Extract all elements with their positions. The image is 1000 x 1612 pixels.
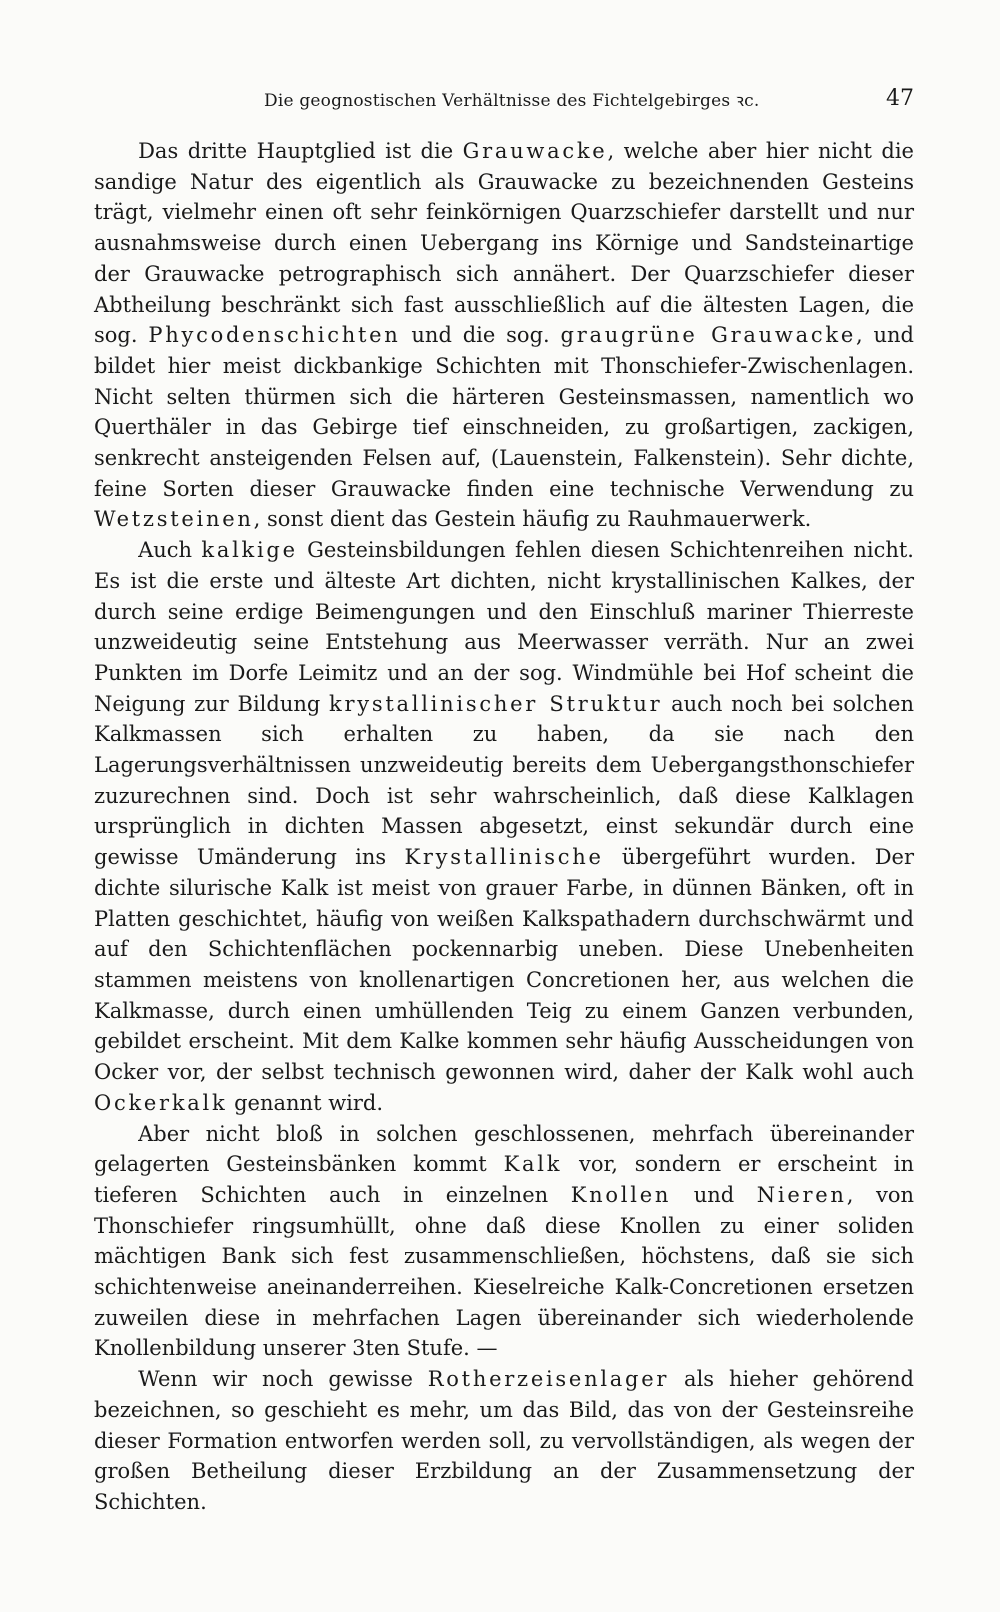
emphasis: Rotherzeisenlager <box>427 1367 670 1392</box>
paragraph-rotherz: Wenn wir noch gewisse Rotherzeisenlager als hieher gehörend bezeichnen, so geschieht es mehr, um das Bild, das von der Gesteinsreihe dieser Formation entworfen werden soll, zu vervollständigen, als wegen der großen Betheilung dieser Erzbildung an der Zusammensetzung der Schichten. <box>94 1367 914 1514</box>
page-number: 47 <box>886 86 914 111</box>
emphasis: Krystallinische <box>404 845 604 870</box>
paragraph-kalk: Auch kalkige Gesteinsbildungen fehlen diesen Schichtenreihen nicht. Es ist die erste und älteste Art dichten, nicht krystallinischen Kalkes, der durch seine erdige Beimengungen und den Einschluß mariner Thierreste unzweideutig seine Entstehung aus Meerwasser verräth. Nur an zwei Punkten im Dorfe Leimitz und an der sog. Windmühle bei Hof scheint die Neigung zur Bildung krystallinischer Struktur auch noch bei solchen Kalkmassen sich erhalten zu haben, da sie nach den Lagerungsverhältnissen unzweideutig bereits dem Uebergangsthonschiefer zuzurechnen sind. Doch ist sehr wahrscheinlich, daß diese Kalklagen ursprünglich in dichten Massen abgesetzt, einst sekundär durch eine gewisse Umänderung ins Krystallinische übergeführt wurden. Der dichte silurische Kalk ist meist von grauer Farbe, in dünnen Bänken, oft in Platten geschichtet, häufig von weißen Kalkspathadern durchschwärmt und auf den Schichtenflächen pockennarbig uneben. Diese Unebenheiten stammen meistens von knollenartigen Concretionen her, aus welchen die Kalkmasse, durch einen umhüllenden Teig zu einem Ganzen verbunden, gebildet erscheint. Mit dem Kalke kommen sehr häufig Ausscheidungen von Ocker vor, der selbst technisch gewonnen wird, daher der Kalk wohl auch Ockerkalk genannt wird. <box>94 538 915 1115</box>
emphasis: Knollen <box>570 1182 672 1207</box>
running-title: Die geognostischen Verhältnisse des Fichtelgebirges ꝛc. <box>264 91 760 111</box>
emphasis: Grauwacke <box>462 139 608 163</box>
running-head <box>94 86 914 116</box>
emphasis: Ockerkalk <box>94 1090 228 1115</box>
body-text <box>94 136 914 1518</box>
emphasis: Wetzsteinen <box>94 507 254 532</box>
emphasis: Kalk <box>503 1152 563 1177</box>
emphasis: graugrüne Grauwacke <box>560 323 856 348</box>
emphasis: krystallinischer Struktur <box>329 691 663 716</box>
emphasis: Phycodenschichten <box>148 323 401 348</box>
paragraph-knollen: Aber nicht bloß in solchen geschlossenen, mehrfach übereinander gelagerten Gesteinsbänken kommt Kalk vor, sondern er erscheint in tieferen Schichten auch in einzelnen Knollen und Nieren, von Thonschiefer ringsumhüllt, ohne daß diese Knollen zu einer soliden mächtigen Bank sich fest zusammenschließen, höchstens, daß sie sich schichtenweise aneinanderreihen. Kieselreiche Kalk-Concretionen ersetzen zuweilen diese in mehrfachen Lagen übereinander sich wiederholende Knollenbildung unserer 3ten Stufe. — <box>94 1121 914 1361</box>
paragraph-grauwacke: Das dritte Hauptglied ist die Grauwacke, welche aber hier nicht die sandige Natur des eigentlich als Grauwacke zu bezeichnenden Gesteins trägt, vielmehr einen oft sehr feinkörnigen Quarzschiefer darstellt und nur ausnahmsweise durch einen Uebergang ins Körnige und Sandsteinartige der Grauwacke petrographisch sich annähert. Der Quarzschiefer dieser Abtheilung beschränkt sich fast ausschließlich auf die ältesten Lagen, die sog. Phycodenschichten und die sog. graugrüne Grauwacke, und bildet hier meist dickbankige Schichten mit Thonschiefer-Zwischenlagen. Nicht selten thürmen sich die härteren Gesteinsmassen, namentlich wo Querthäler in das Gebirge tief einschneiden, zu großartigen, zackigen, senkrecht ansteigenden Felsen auf, (Lauenstein, Falkenstein). Sehr dichte, feine Sorten dieser Grauwacke finden eine technische Verwendung zu Wetzsteinen, sonst dient das Gestein häufig zu Rauhmauerwerk. <box>94 139 914 532</box>
emphasis: kalkige <box>201 538 298 563</box>
emphasis: Nieren <box>756 1182 847 1207</box>
